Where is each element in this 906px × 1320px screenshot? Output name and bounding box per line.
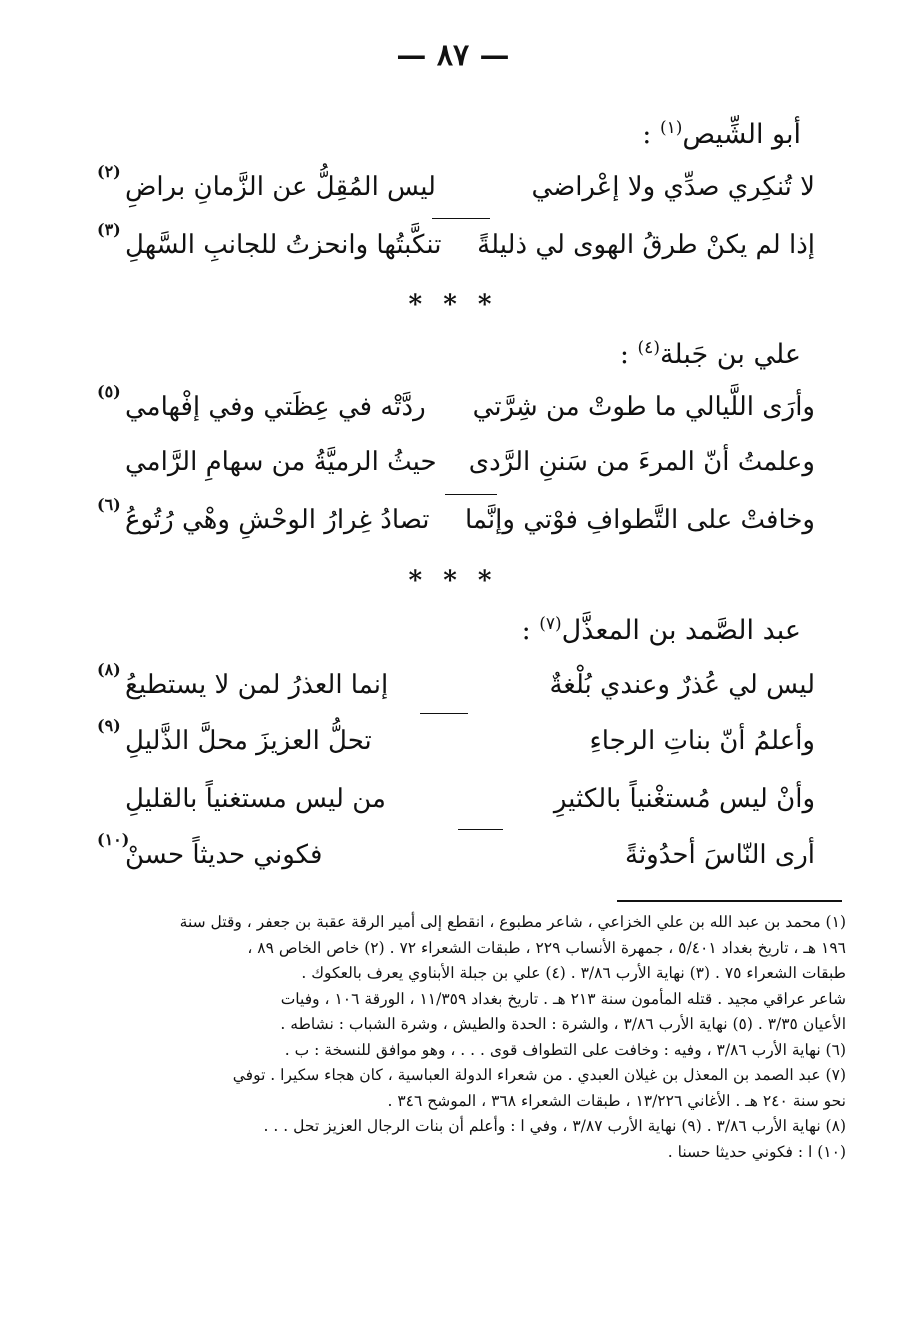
verse-hemistich-first: وعلمتُ أنّ المرءَ من سَننِ الرَّدى [468,447,815,477]
verse-hemistich-first: وأعلمُ أنّ بناتِ الرجاءِ [589,726,815,756]
verse-hemistich-second: فكوني حديثاً حسنْ [125,840,323,870]
footnote-ref: (٢) [97,162,121,181]
verse-hemistich-first: وأنْ ليس مُستغْنياً بالكثيرِ [553,784,815,814]
verse-hemistich-second: ردَّتْه في عِظَتي وفي إفْهامي [125,392,426,422]
hemistich-divider [458,829,503,830]
verse-hemistich-first: لا تُنكِري صدِّي ولا إعْراضي [531,172,815,202]
section-separator: * * * [408,290,498,320]
poet-heading: عبد الصَّمد بن المعذَّل$^{(٧)}$ : [521,614,801,646]
section-separator: * * * [408,566,498,596]
footnote-line: (٨) نهاية الأرب ٣/٨٦ . (٩) نهاية الأرب ٣/٨٧ ، وفي ا : وأعلم أن بنات الرجال العزيز تحل . . . [263,1117,846,1135]
hemistich-divider [420,713,468,714]
poet-name: عبد الصَّمد بن المعذَّل [561,615,801,646]
verse-hemistich-first: إذا لم يكنْ طرقُ الهوى لي ذليلةً [477,230,815,260]
verse-line [97,162,815,212]
footnote-ref: (٥) [97,382,121,401]
verse-line [97,220,815,270]
footnote-line: ١٩٦ هـ ، تاريخ بغداد ٥/٤٠١ ، جمهرة الأنساب ٢٢٩ ، طبقات الشعراء ٧٢ . (٢) خاص الخاص ٨٩ ، [247,938,846,957]
footnote-ref: (١٠) [97,830,130,849]
footnote-ref: (٧) [539,614,562,634]
footnote-ref: (٤) [637,338,660,358]
poet-heading: أبو الشِّيص$^{(١)}$ : [642,118,801,150]
verse-line [125,447,815,487]
footnote-line: نحو سنة ٢٤٠ هـ . الأغاني ١٣/٢٢٦ ، طبقات الشعراء ٣٦٨ ، الموشح ٣٤٦ . [387,1091,846,1110]
verse-line [97,660,815,710]
footnote-line: (٦) نهاية الأرب ٣/٨٦ ، وفيه : وخافت على التطواف قوى . . . ، وهو موافق للنسخة : ب . [284,1040,846,1059]
verse-hemistich-second: ليس المُقِلُّ عن الزَّمانِ براضِ [125,172,436,202]
verse-line [97,382,815,432]
verse-hemistich-second: حيثُ الرميَّةُ من سهامِ الرَّامي [125,447,437,477]
footnote-line: (٧) عبد الصمد بن المعذل بن غيلان العبدي . من شعراء الدولة العباسية ، كان هجاء سكيرا . توفي [232,1066,846,1084]
footnote-ref: (٨) [97,660,121,679]
verse-hemistich-first: ليس لي عُذرٌ وعندي بُلْغةٌ [549,670,815,700]
footnote-line: (١) محمد بن عبد الله بن علي الخزاعي ، شاعر مطبوع ، انقطع إلى أمير الرقة عقبة بن جعفر ، وقتل سنة [179,913,846,931]
verse-hemistich-second: من ليس مستغنياً بالقليلِ [125,784,386,814]
verse-line [97,830,815,880]
footnote-line: شاعر عراقي مجيد . قتله المأمون سنة ٢١٣ هـ . تاريخ بغداد ١١/٣٥٩ ، الورقة ١٠٦ ، وفيات [280,989,846,1008]
page-number: — ٨٧ — [396,38,510,73]
footnote-line: طبقات الشعراء ٧٥ . (٣) نهاية الأرب ٣/٨٦ . (٤) علي بن جبلة الأبناوي يعرف بالعكوك . [301,964,846,982]
poet-heading: علي بن جَبلة$^{(٤)}$ : [619,338,801,370]
footnote-ref: (٩) [97,716,121,735]
poet-name: علي بن جَبلة [659,339,801,370]
footnote-line: (١٠) ا : فكوني حديثا حسنا . [667,1142,846,1161]
verse-hemistich-second: تحلُّ العزيزَ محلَّ الذَّليلِ [125,726,372,756]
footnote-ref: (٣) [97,220,121,239]
verse-hemistich-first: وأرَى اللَّيالي ما طوتْ من شِرَّتي [472,392,815,422]
footnotes [66,910,846,1165]
footnote-ref: (١) [659,118,683,138]
footnote-rule [617,900,842,902]
verse-hemistich-second: إنما العذرُ لمن لا يستطيعُ [125,670,389,700]
verse-line [97,495,815,545]
verse-line [97,716,815,766]
footnote-ref: (٦) [97,495,121,514]
verse-hemistich-first: وخافتْ على التَّطوافِ فوْتي وإنَّما [464,505,815,535]
footnote-line: الأعيان ٣/٣٥ . (٥) نهاية الأرب ٣/٨٦ ، والشرة : الحدة والطيش ، وشرة الشباب : نشاطه . [280,1015,846,1033]
hemistich-divider [432,218,490,219]
poet-name: أبو الشِّيص [682,119,801,150]
verse-line [125,784,815,824]
verse-hemistich-first: أرى النّاسَ أحدُوثةً [625,840,815,870]
verse-hemistich-second: تصادُ غِرارُ الوحْشِ وهْي رُتُوعُ [125,505,430,535]
verse-hemistich-second: تنكَّبتُها وانحزتُ للجانبِ السَّهلِ [125,230,442,260]
hemistich-divider [445,494,497,495]
